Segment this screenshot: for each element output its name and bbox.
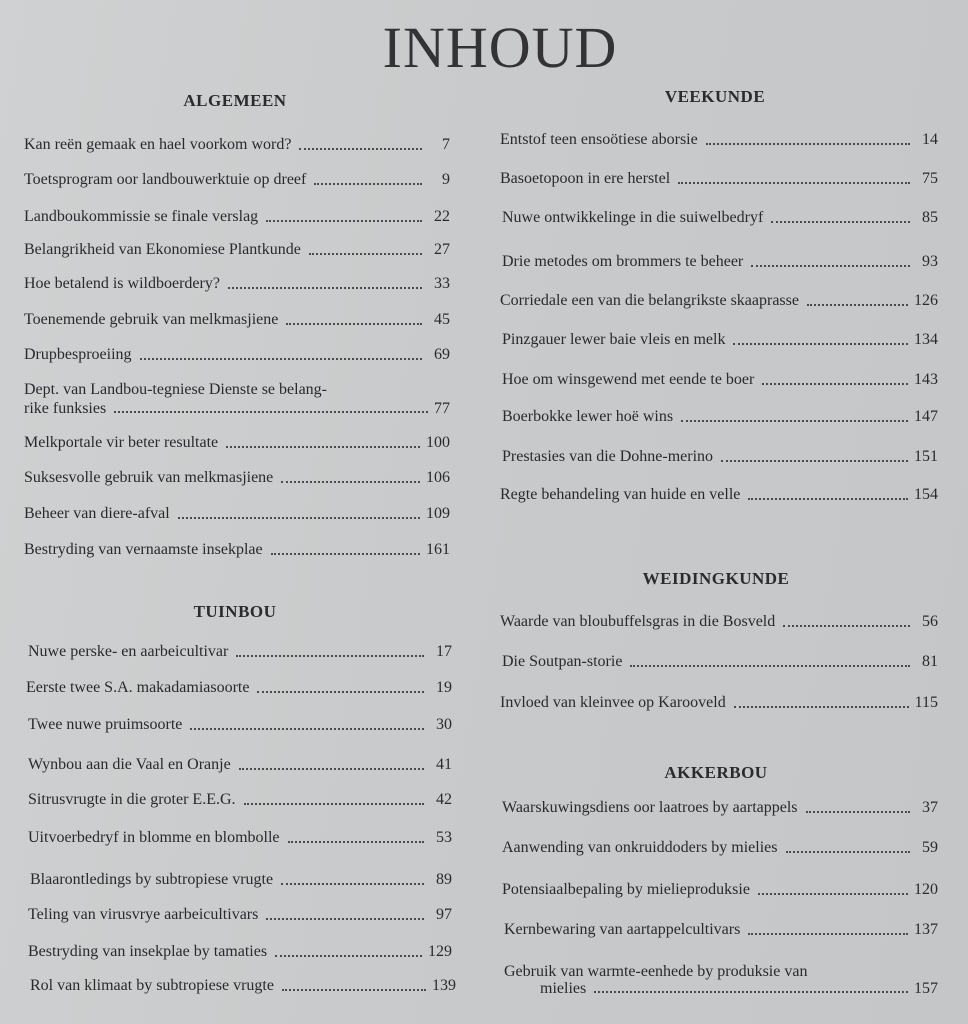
entry-page: 143 [914,371,938,388]
entry-title: Belangrikheid van Ekonomiese Plantkunde [24,241,301,258]
entry-title-line1: Dept. van Landbou-tegniese Dienste se belang- [24,381,328,398]
entry-title: Toetsprogram oor landbouwerktuie op dreef [24,171,307,188]
toc-entry [28,643,452,661]
toc-entry [24,241,450,259]
entry-title: Rol van klimaat by subtropiese vrugte [30,977,274,994]
dot-leader [275,955,422,957]
entry-title: Pinzgauer lewer baie vleis en melk [502,331,726,348]
entry-page: 89 [436,871,452,888]
entry-title: Entstof teen ensoötiese aborsie [500,131,698,148]
toc-entry [24,541,450,559]
toc-entry [28,756,452,774]
toc-entry [502,253,938,271]
dot-leader [140,358,422,360]
toc-entry [28,791,452,809]
toc-entry [24,208,450,226]
entry-title: Twee nuwe pruimsoorte [28,716,183,733]
entry-title: Blaarontledings by subtropiese vrugte [30,871,274,888]
section-heading-veekunde: VEEKUNDE [664,87,766,106]
entry-title: Prestasies van die Dohne-merino [502,448,714,465]
entry-page: 59 [922,839,938,856]
entry-page: 19 [436,679,452,696]
entry-title: Bestryding van insekplae by tamaties [28,943,268,960]
entry-page: 115 [914,694,938,711]
entry-title: Die Soutpan-storie [502,653,623,670]
dot-leader [288,841,425,843]
entry-title: Regte behandeling van huide en velle [500,486,741,503]
toc-entry [24,311,450,329]
toc-entry [24,434,450,452]
entry-page: 33 [434,275,450,292]
entry-title: Nuwe perske- en aarbeicultivar [28,643,229,660]
entry-page: 56 [922,613,938,630]
dot-leader [257,691,424,693]
dot-leader [734,706,909,708]
entry-page: 9 [442,171,450,188]
toc-entry [24,505,450,523]
entry-page: 17 [436,643,452,660]
toc-entry [500,170,938,188]
dot-leader [594,991,908,993]
entry-page: 75 [922,170,938,187]
dot-leader [721,460,908,462]
toc-entry [500,486,938,504]
page-title: INHOUD [382,15,618,80]
entry-title-line1: Gebruik van warmte-eenhede by produksie van [504,963,808,980]
entry-page: 97 [436,906,452,923]
entry-page: 129 [428,943,452,960]
toc-entry [26,679,452,697]
entry-title: Hoe betalend is wildboerdery? [24,275,220,292]
dot-leader [630,665,910,667]
dot-leader [178,517,420,519]
entry-title: Melkportale vir beter resultate [24,434,219,451]
dot-leader [706,143,910,145]
dot-leader [309,253,422,255]
entry-page: 120 [914,881,938,898]
dot-leader [281,883,424,885]
dot-leader [266,220,422,222]
entry-page: 139 [432,977,456,994]
entry-page: 69 [434,346,450,363]
toc-entry [28,716,452,734]
entry-page: 93 [922,253,938,270]
entry-title: Toenemende gebruik van melkmasjiene [24,311,279,328]
dot-leader [281,481,420,483]
entry-title-line2: mielies [540,980,587,997]
dot-leader [771,221,910,223]
entry-title: Nuwe ontwikkelinge in die suiwelbedryf [502,209,764,226]
toc-entry [24,346,450,364]
toc-entry [24,171,450,189]
entry-page: 81 [922,653,938,670]
entry-page: 42 [436,791,452,808]
dot-leader [751,265,910,267]
entry-page: 161 [426,541,450,558]
entry-page: 109 [426,505,450,522]
dot-leader [748,933,908,935]
dot-leader [282,989,426,991]
entry-page: 53 [436,829,452,846]
section-heading-akkerbou: AKKERBOU [664,763,768,782]
toc-entry [502,881,938,899]
entry-title: Boerbokke lewer hoë wins [502,408,674,425]
entry-title: Uitvoerbedryf in blomme en blombolle [28,829,280,846]
section-heading-tuinbou: TUINBOU [193,602,277,621]
entry-page: 45 [434,311,450,328]
toc-entry [502,653,938,671]
toc-entry [502,448,938,466]
toc-entry [502,799,938,817]
entry-page: 147 [914,408,938,425]
entry-title: Drie metodes om brommers te beheer [502,253,744,270]
toc-entry [502,839,938,857]
toc-entry [502,371,938,389]
toc-entry [28,906,452,924]
toc-entry [24,469,450,487]
dot-leader [271,553,420,555]
entry-title: Potensiaalbepaling by mielieproduksie [502,881,750,898]
toc-entry [500,694,938,712]
entry-page: 30 [436,716,452,733]
entry-title: Invloed van kleinvee op Karooveld [500,694,726,711]
entry-title: Landboukommissie se finale verslag [24,208,259,225]
dot-leader [299,148,422,150]
toc-entry [504,921,938,939]
toc-entry [28,829,452,847]
entry-page: 85 [922,209,938,226]
entry-page: 126 [914,292,938,309]
dot-leader [783,625,910,627]
entry-title: Hoe om winsgewend met eende te boer [502,371,755,388]
dot-leader [228,287,422,289]
entry-page: 27 [434,241,450,258]
toc-entry [24,136,450,154]
entry-title: Bestryding van vernaamste insekplae [24,541,263,558]
entry-title: Waarskuwingsdiens oor laatroes by aartappels [502,799,798,816]
dot-leader [314,183,422,185]
toc-entry-multiline [24,381,450,417]
dot-leader [236,655,424,657]
dot-leader [678,182,910,184]
entry-page: 7 [442,136,450,153]
entry-page: 37 [922,799,938,816]
entry-page: 151 [914,448,938,465]
toc-entry-multiline [504,963,938,997]
toc-entry [30,977,456,995]
dot-leader [786,851,911,853]
entry-title: Wynbou aan die Vaal en Oranje [28,756,231,773]
entry-page: 106 [426,469,450,486]
entry-title: Sitrusvrugte in die groter E.E.G. [28,791,236,808]
toc-entry [500,613,938,631]
entry-page: 22 [434,208,450,225]
entry-title: Basoetopoon in ere herstel [500,170,671,187]
toc-entry [500,131,938,149]
dot-leader [244,803,424,805]
entry-page: 134 [914,331,938,348]
toc-entry [30,871,452,889]
dot-leader [239,768,424,770]
toc-entry [502,408,938,426]
dot-leader [762,383,908,385]
toc-entry [24,275,450,293]
dot-leader [226,446,420,448]
dot-leader [286,323,422,325]
toc-entry [28,943,452,961]
entry-page: 77 [434,400,450,417]
dot-leader [807,304,908,306]
entry-title: Eerste twee S.A. makadamiasoorte [26,679,250,696]
toc-entry [502,209,938,227]
entry-title: Teling van virusvrye aarbeicultivars [28,906,259,923]
entry-title: Kernbewaring van aartappelcultivars [504,921,741,938]
entry-title-line2: rike funksies [24,400,107,417]
dot-leader [266,918,424,920]
entry-page: 137 [914,921,938,938]
entry-title: Waarde van bloubuffelsgras in die Bosveld [500,613,776,630]
entry-page: 157 [914,980,938,997]
entry-page: 41 [436,756,452,773]
entry-title: Drupbesproeiing [24,346,132,363]
section-heading-algemeen: ALGEMEEN [183,91,287,110]
entry-page: 14 [922,131,938,148]
section-heading-weidingkunde: WEIDINGKUNDE [642,569,790,588]
dot-leader [190,728,424,730]
dot-leader [806,811,910,813]
dot-leader [681,420,908,422]
entry-page: 154 [914,486,938,503]
entry-title: Beheer van diere-afval [24,505,170,522]
dot-leader [758,893,908,895]
dot-leader [733,343,908,345]
dot-leader [748,498,908,500]
entry-title: Corriedale een van die belangrikste skaaprasse [500,292,799,309]
toc-entry [500,292,938,310]
entry-page: 100 [426,434,450,451]
entry-title: Aanwending van onkruiddoders by mielies [502,839,778,856]
entry-title: Suksesvolle gebruik van melkmasjiene [24,469,274,486]
entry-title: Kan reën gemaak en hael voorkom word? [24,136,292,153]
dot-leader [114,411,428,413]
toc-entry [502,331,938,349]
